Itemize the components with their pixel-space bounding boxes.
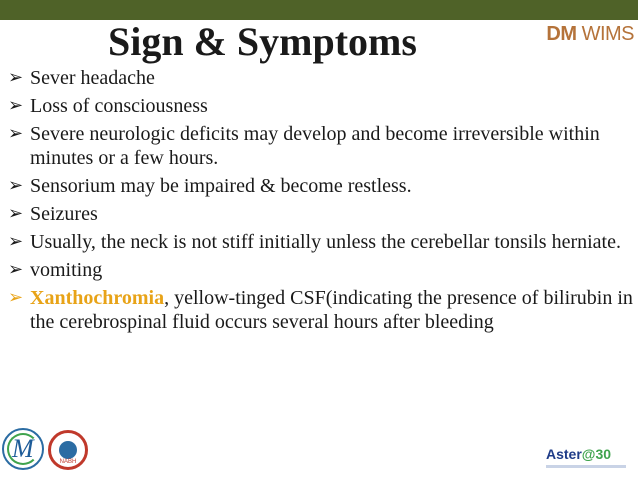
list-item-text: , yellow-tinged CSF(indicating the presence of bilirubin in the cerebrospinal fluid occurs several hours after bleeding <box>30 287 633 333</box>
list-item-text: Sever headache <box>30 67 155 89</box>
aster-logo <box>546 446 630 470</box>
list-item <box>8 122 633 170</box>
list-item-text: Severe neurologic deficits may develop and become irreversible within minutes or a few hours. <box>30 123 600 169</box>
list-item <box>8 230 633 254</box>
list-item-text: Usually, the neck is not stiff initially unless the cerebellar tonsils herniate. <box>30 231 621 253</box>
list-item <box>8 94 633 118</box>
highlight-term: Xanthochromia <box>30 287 165 309</box>
slide-title: Sign & Symptoms <box>108 19 417 64</box>
nabh-seal-icon <box>48 430 88 470</box>
brand-dm: DM <box>546 23 577 45</box>
academy-seal-icon <box>2 428 44 470</box>
arrow-bullet-icon: ➢ <box>8 287 24 308</box>
seal-center <box>59 441 77 459</box>
list-item-text: vomiting <box>30 259 103 281</box>
aster-at: @30 <box>581 446 612 462</box>
list-item <box>8 202 633 226</box>
arrow-bullet-icon: ➢ <box>8 259 24 280</box>
list-item <box>8 258 633 282</box>
arrow-bullet-icon: ➢ <box>8 95 24 116</box>
aster-prefix: Aster <box>546 446 582 462</box>
top-bar <box>0 0 638 20</box>
brand-wims: WIMS <box>581 23 634 45</box>
arrow-bullet-icon: ➢ <box>8 203 24 224</box>
list-item-text: Sensorium may be impaired & become restless. <box>30 175 412 197</box>
arrow-bullet-icon: ➢ <box>8 123 24 144</box>
arrow-bullet-icon: ➢ <box>8 67 24 88</box>
arrow-bullet-icon: ➢ <box>8 231 24 252</box>
aster-wordmark <box>546 446 611 462</box>
seal-label: NABH <box>59 459 77 465</box>
arrow-bullet-icon: ➢ <box>8 175 24 196</box>
list-item-text: Loss of consciousness <box>30 95 208 117</box>
brand-logo <box>546 22 634 46</box>
aster-tagline <box>546 465 626 468</box>
list-item <box>8 174 633 198</box>
list-item-text: Seizures <box>30 203 98 225</box>
seal-letter: M <box>12 434 34 463</box>
list-item <box>8 286 633 334</box>
list-item <box>8 66 633 90</box>
symptom-list <box>8 66 633 338</box>
